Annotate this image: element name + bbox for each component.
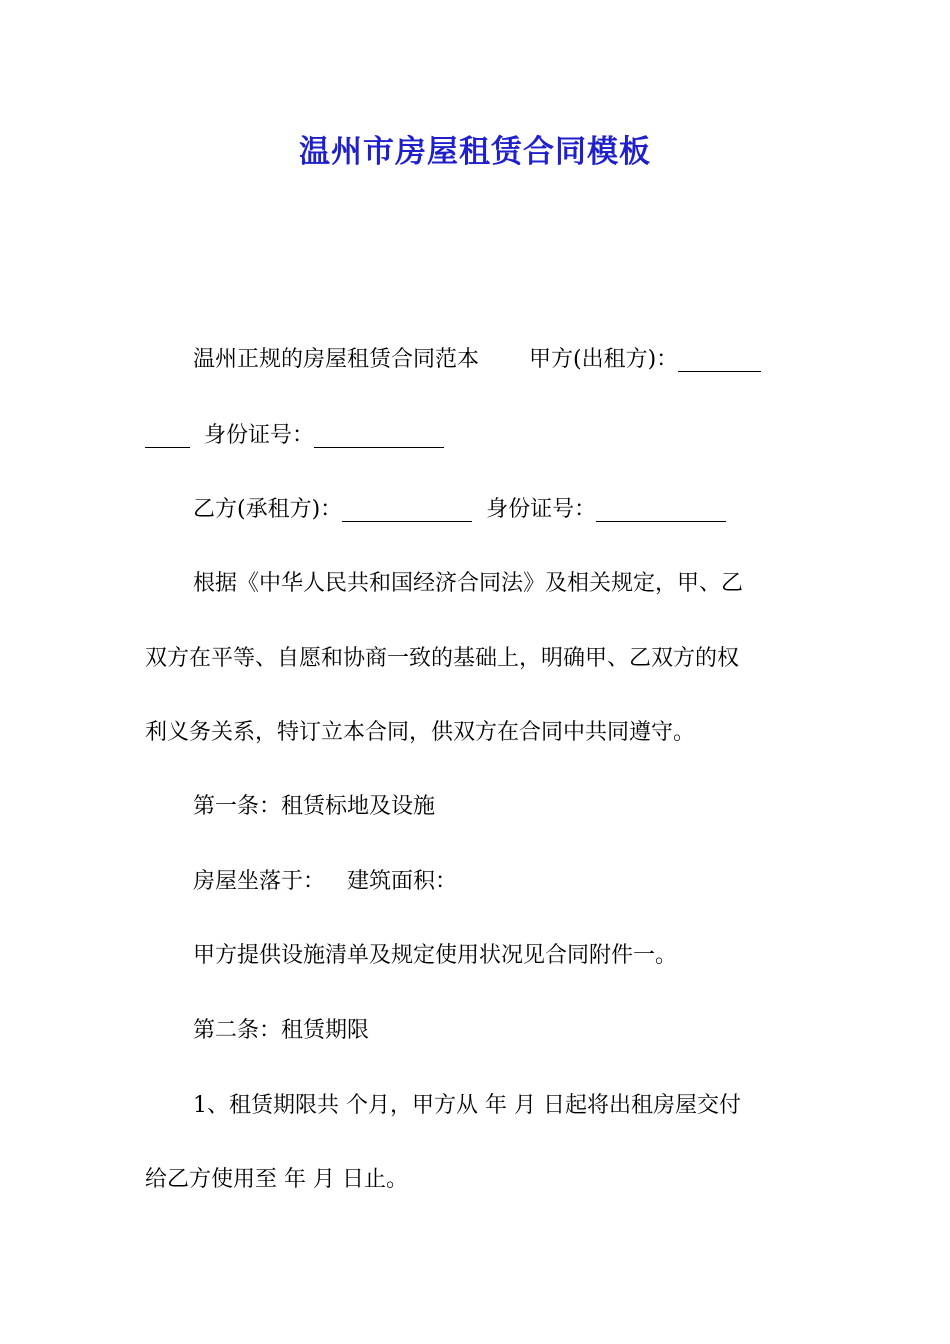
party-a-id-label: 身份证号： [204, 423, 315, 448]
party-a-name-blank [678, 349, 761, 372]
party-a-name-blank-cont [145, 425, 190, 448]
area-label: 建筑面积： [347, 869, 458, 894]
party-b-name-blank [342, 499, 472, 522]
section-heading: 第二条：租赁期限 [193, 1018, 370, 1043]
paragraph-line [145, 420, 444, 452]
paragraph-line [193, 344, 761, 376]
party-a-id-blank [314, 425, 444, 448]
paragraph-line: 给乙方使用至 年 月 日止。 [145, 1167, 408, 1192]
party-b-id-label: 身份证号： [486, 497, 597, 522]
contract-heading: 温州正规的房屋租赁合同范本 [193, 347, 480, 372]
paragraph-line: 甲方提供设施清单及规定使用状况见合同附件一。 [193, 943, 678, 968]
paragraph-line: 1、租赁期限共 个月，甲方从 年 月 日起将出租房屋交付 [193, 1093, 741, 1118]
section-heading: 第一条：租赁标地及设施 [193, 794, 436, 819]
party-a-label: 甲方(出租方)： [529, 347, 679, 372]
paragraph-line: 双方在平等、自愿和协商一致的基础上，明确甲、乙双方的权 [145, 646, 740, 671]
paragraph-line: 利义务关系，特订立本合同，供双方在合同中共同遵守。 [145, 720, 696, 745]
paragraph-line: 根据《中华人民共和国经济合同法》及相关规定，甲、乙 [193, 571, 744, 596]
paragraph-line [193, 866, 457, 898]
paragraph-line [193, 494, 726, 526]
party-b-label: 乙方(承租方)： [193, 497, 343, 522]
party-b-id-blank [596, 499, 726, 522]
document-title: 温州市房屋租赁合同模板 [299, 134, 651, 170]
location-label: 房屋坐落于： [193, 869, 326, 894]
